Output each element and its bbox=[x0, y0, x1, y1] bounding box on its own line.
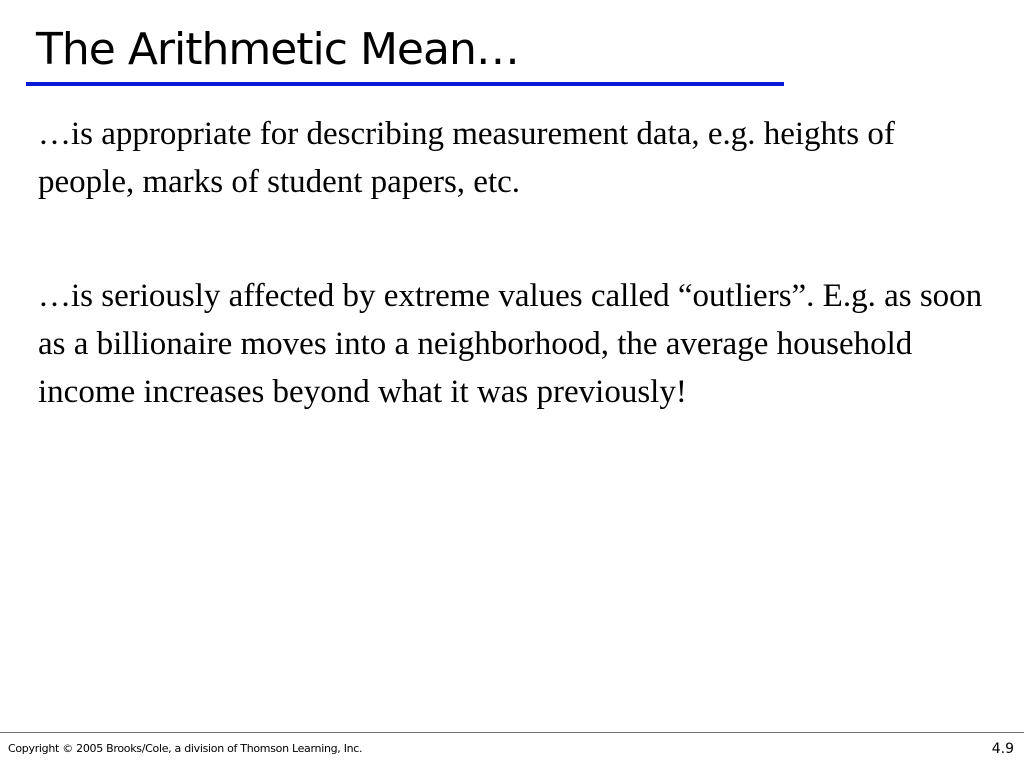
body-paragraph-1: …is appropriate for describing measurement data, e.g. heights of people, marks of student papers, etc. bbox=[38, 116, 895, 200]
footer-divider bbox=[0, 732, 1024, 733]
body-paragraph-2: …is seriously affected by extreme values called “outliers”. E.g. as soon as a billionaire moves into a neighborhood, the average household income increases beyond what it was previously! bbox=[38, 278, 983, 410]
footer-copyright: Copyright © 2005 Brooks/Cole, a division of Thomson Learning, Inc. bbox=[8, 742, 363, 755]
slide-title: The Arithmetic Mean… bbox=[36, 24, 519, 75]
page-number: 4.9 bbox=[991, 741, 1014, 757]
title-underline bbox=[26, 82, 784, 86]
